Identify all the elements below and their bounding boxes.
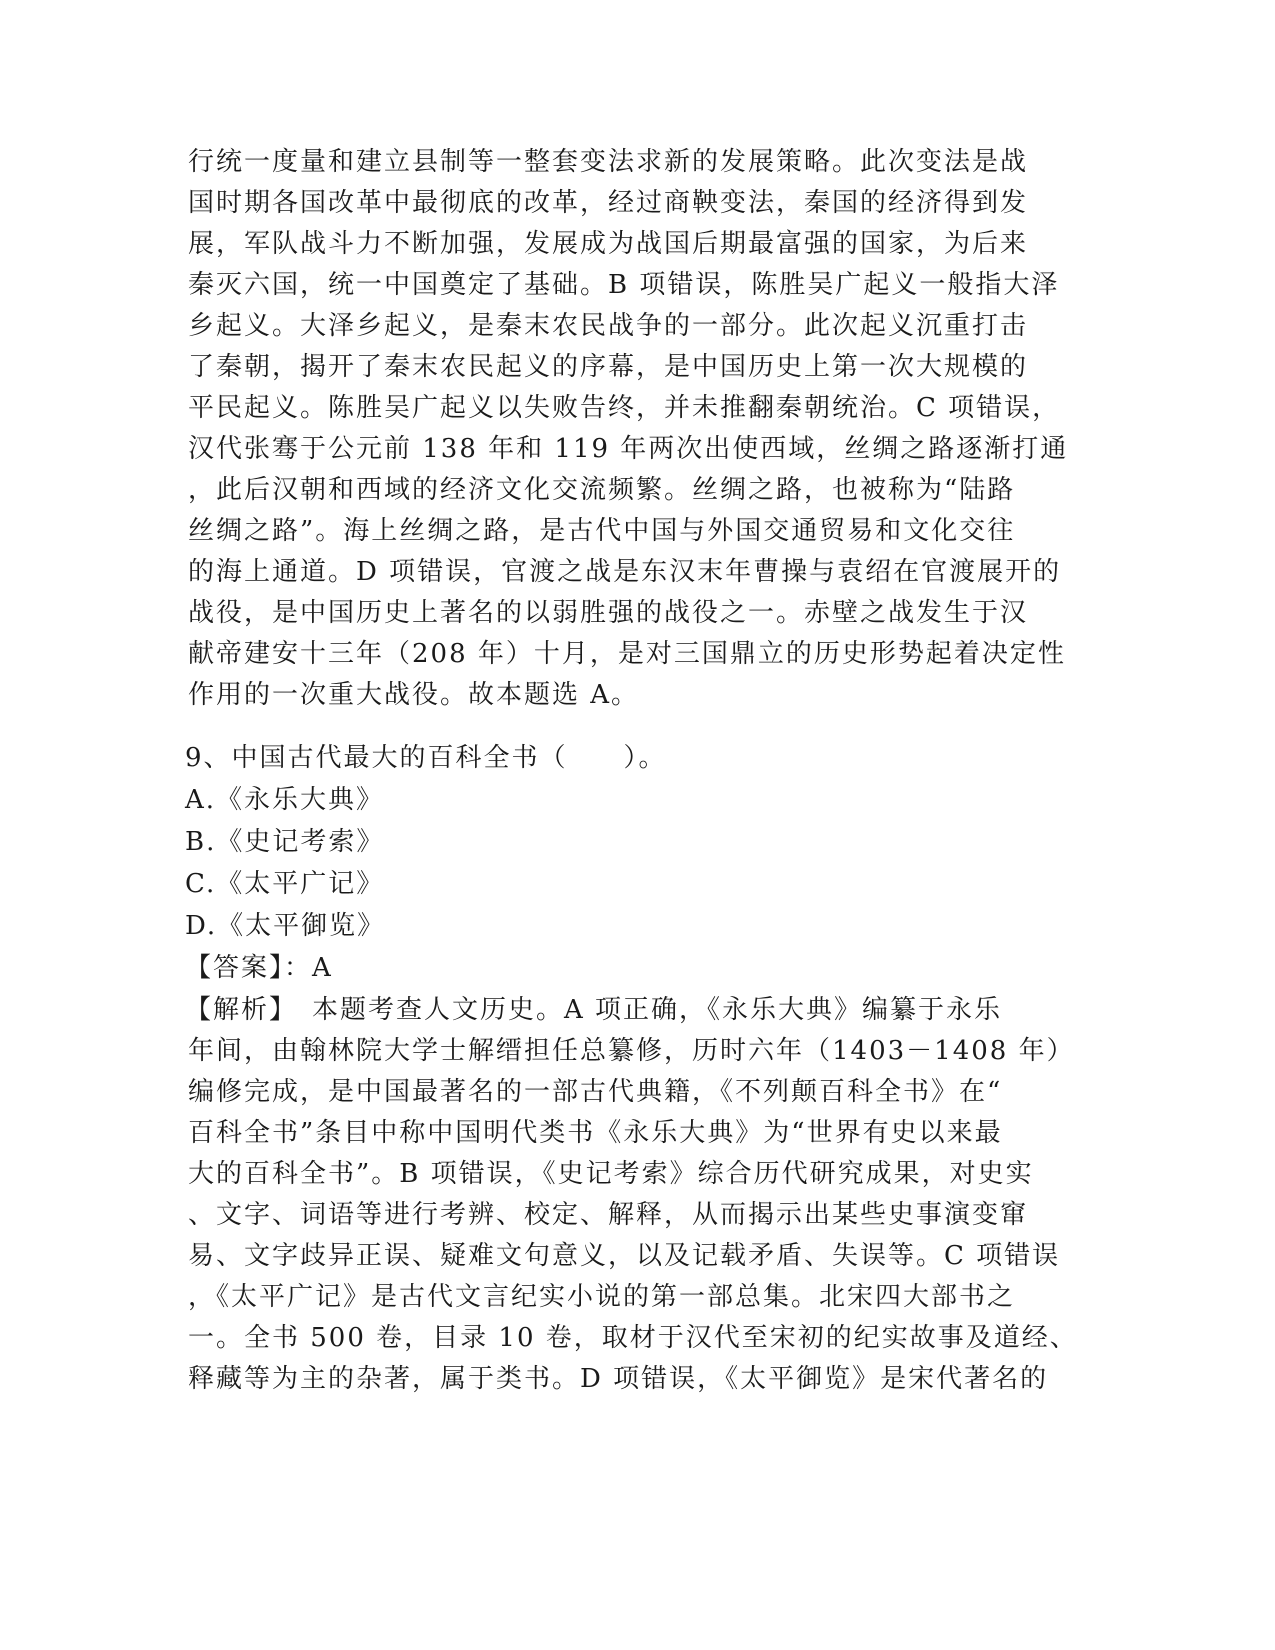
text-line: 释藏等为主的杂著，属于类书。D 项错误，《太平御览》是宋代著名的 [188, 1364, 1049, 1394]
text-line: 大的百科全书”。B 项错误，《史记考索》综合历代研究成果，对史实 [188, 1159, 1034, 1189]
text-line: 易、文字歧异正误、疑难文句意义，以及记载矛盾、失误等。C 项错误 [188, 1241, 1061, 1271]
text-line: 丝绸之路”。海上丝绸之路，是古代中国与外国交通贸易和文化交往 [188, 516, 1016, 546]
text-line: 作用的一次重大战役。故本题选 A。 [188, 680, 640, 710]
text-line: 展，军队战斗力不断加强，发展成为战国后期最富强的国家，为后来 [188, 229, 1029, 259]
text-line: 国时期各国改革中最彻底的改革，经过商鞅变法，秦国的经济得到发 [188, 188, 1029, 218]
text-line: 了秦朝，揭开了秦末农民起义的序幕，是中国历史上第一次大规模的 [188, 352, 1029, 382]
text-line: 秦灭六国，统一中国奠定了基础。B 项错误，陈胜吴广起义一般指大泽 [188, 270, 1060, 300]
option-c: C.《太平广记》 [185, 869, 385, 899]
text-line: 行统一度量和建立县制等一整套变法求新的发展策略。此次变法是战 [188, 147, 1029, 177]
text-line: ，《太平广记》是古代文言纪实小说的第一部总集。北宋四大部书之 [188, 1282, 1016, 1312]
option-b: B.《史记考索》 [185, 827, 385, 857]
answer-line: 【答案】：A [185, 953, 333, 983]
text-line: 【解析】 本题考查人文历史。A 项正确，《永乐大典》编纂于永乐 [185, 995, 1003, 1025]
option-d: D.《太平御览》 [185, 911, 386, 941]
option-a: A.《永乐大典》 [185, 785, 385, 815]
text-line: 、文字、词语等进行考辨、校定、解释，从而揭示出某些史事演变窜 [188, 1200, 1029, 1230]
text-line: 编修完成，是中国最著名的一部古代典籍，《不列颠百科全书》在“ [188, 1077, 1003, 1107]
text-line: 年间，由翰林院大学士解缙担任总纂修，历时六年（1403－1408 年） [188, 1036, 1075, 1066]
text-line: ，此后汉朝和西域的经济文化交流频繁。丝绸之路，也被称为“陆路 [188, 475, 1016, 505]
text-line: 百科全书”条目中称中国明代类书《永乐大典》为“世界有史以来最 [188, 1118, 1003, 1148]
text-line: 汉代张骞于公元前 138 年和 119 年两次出使西域，丝绸之路逐渐打通 [188, 434, 1069, 464]
text-line: 的海上通道。D 项错误，官渡之战是东汉末年曹操与袁绍在官渡展开的 [188, 557, 1062, 587]
text-line: 平民起义。陈胜吴广起义以失败告终，并未推翻秦朝统治。C 项错误， [188, 393, 1061, 423]
text-line: 一。全书 500 卷，目录 10 卷，取材于汉代至宋初的纪实故事及道经、 [188, 1323, 1078, 1353]
text-line: 乡起义。大泽乡起义，是秦末农民战争的一部分。此次起义沉重打击 [188, 311, 1029, 341]
question-stem: 9、中国古代最大的百科全书（ ）。 [185, 743, 667, 773]
text-line: 战役，是中国历史上著名的以弱胜强的战役之一。赤壁之战发生于汉 [188, 598, 1029, 628]
text-line: 献帝建安十三年（208 年）十月，是对三国鼎立的历史形势起着决定性 [188, 639, 1066, 669]
